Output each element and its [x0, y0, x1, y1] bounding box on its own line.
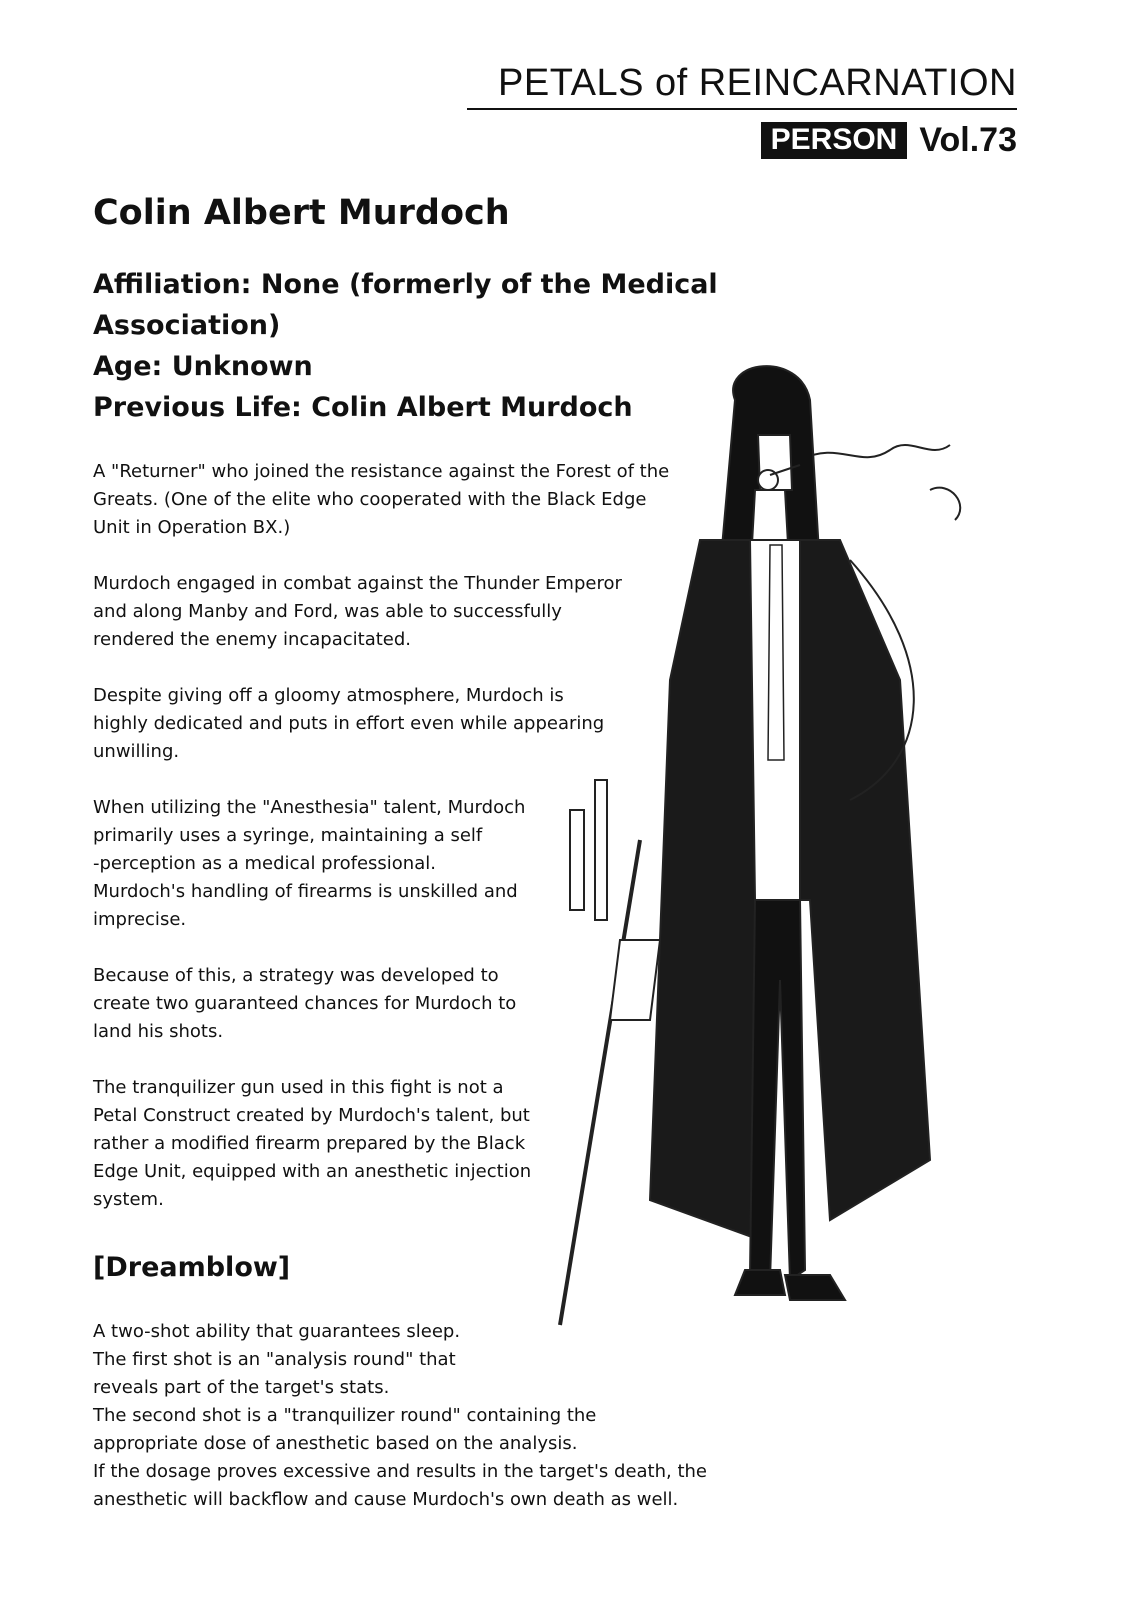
paragraph — [93, 962, 753, 1046]
text-line: A "Returner" who joined the resistance against the Forest of the — [93, 461, 670, 482]
info-affiliation-cont: Association) — [93, 310, 281, 341]
text-line: create two guaranteed chances for Murdoch to — [93, 993, 517, 1014]
text-line: Murdoch's handling of firearms is unskilled and — [93, 881, 518, 902]
text-line: -perception as a medical professional. — [93, 853, 436, 874]
info-affiliation: Affiliation: None (formerly of the Medical — [93, 269, 718, 300]
text-line: Despite giving off a gloomy atmosphere, Murdoch is — [93, 685, 564, 706]
text-line: Edge Unit, equipped with an anesthetic injection — [93, 1161, 532, 1182]
text-line: The tranquilizer gun used in this fight is not a — [93, 1077, 504, 1098]
text-line: appropriate dose of anesthetic based on the analysis. — [93, 1433, 578, 1454]
text-line: When utilizing the "Anesthesia" talent, Murdoch — [93, 797, 526, 818]
text-line: Petal Construct created by Murdoch's talent, but — [93, 1105, 530, 1126]
series-title: PETALS of REINCARNATION — [467, 64, 1017, 110]
ability-description — [93, 1318, 793, 1514]
text-line: imprecise. — [93, 909, 187, 930]
profile-info — [93, 264, 733, 428]
description — [93, 458, 753, 1242]
character-name: Colin Albert Murdoch — [93, 193, 510, 233]
text-line: Murdoch engaged in combat against the Thunder Emperor — [93, 573, 622, 594]
text-line: system. — [93, 1189, 164, 1210]
ability-title: [Dreamblow] — [93, 1252, 291, 1283]
text-line: reveals part of the target's stats. — [93, 1377, 390, 1398]
text-line: and along Manby and Ford, was able to successfully — [93, 601, 562, 622]
text-line: primarily uses a syringe, maintaining a self — [93, 825, 483, 846]
text-line: Unit in Operation BX.) — [93, 517, 291, 538]
volume-number: Vol.73 — [919, 121, 1017, 160]
info-age: Age: Unknown — [93, 351, 313, 382]
text-line: rather a modified firearm prepared by the Black — [93, 1133, 526, 1154]
text-line: A two-shot ability that guarantees sleep. — [93, 1321, 461, 1342]
text-line: rendered the enemy incapacitated. — [93, 629, 411, 650]
page-header — [467, 64, 1017, 159]
paragraph — [93, 794, 753, 934]
text-line: land his shots. — [93, 1021, 224, 1042]
text-line: Because of this, a strategy was developed to — [93, 965, 499, 986]
person-tag: PERSON — [761, 122, 908, 159]
text-line: unwilling. — [93, 741, 180, 762]
volume-row — [467, 122, 1017, 159]
paragraph — [93, 570, 753, 654]
paragraph — [93, 682, 753, 766]
text-line: The first shot is an "analysis round" that — [93, 1349, 456, 1370]
paragraph — [93, 458, 753, 542]
text-line: anesthetic will backflow and cause Murdoch's own death as well. — [93, 1489, 679, 1510]
paragraph — [93, 1074, 753, 1214]
text-line: highly dedicated and puts in effort even while appearing — [93, 713, 605, 734]
text-line: If the dosage proves excessive and results in the target's death, the — [93, 1461, 707, 1482]
info-previous-life: Previous Life: Colin Albert Murdoch — [93, 392, 633, 423]
text-line: The second shot is a "tranquilizer round" containing the — [93, 1405, 597, 1426]
text-line: Greats. (One of the elite who cooperated with the Black Edge — [93, 489, 647, 510]
